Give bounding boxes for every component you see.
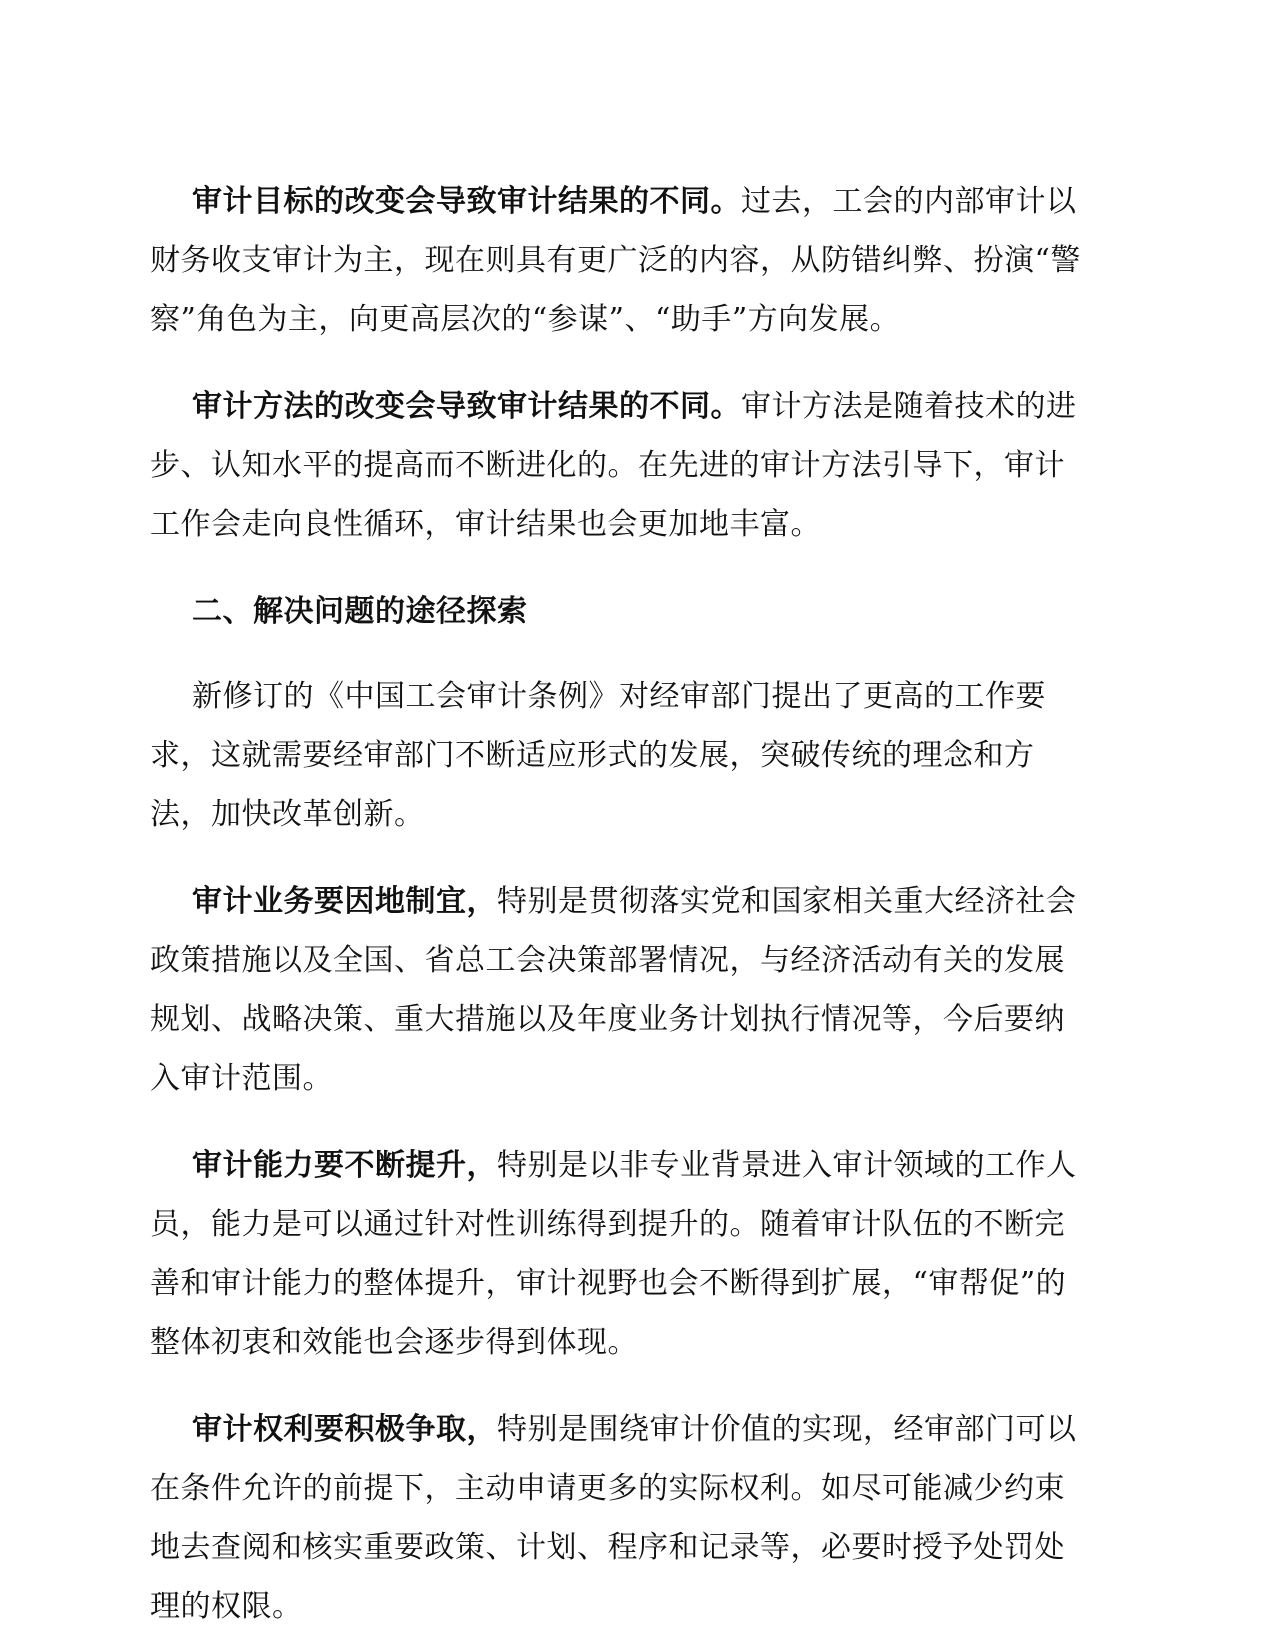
paragraph-lead: 审计目标的改变会导致审计结果的不同。 bbox=[192, 184, 741, 219]
paragraph-text: 特别是贯彻落实党和国家相关重大经济社会政策措施以及全国、省总工会决策部署情况，与经济活动有关的发展规划、战略决策、重大措施以及年度业务计划执行情况等，今后要纳入审计范围。 bbox=[150, 884, 1077, 1096]
section-heading: 二、解决问题的途径探索 bbox=[192, 594, 528, 629]
document-page bbox=[150, 172, 1095, 1636]
paragraph-text: 审计方法是随着技术的进步、认知水平的提高而不断进化的。在先进的审计方法引导下，审计工作会走向良性循环，审计结果也会更加地丰富。 bbox=[150, 389, 1077, 542]
paragraph-audit-rights bbox=[150, 1400, 1095, 1636]
paragraph-lead: 审计权利要积极争取， bbox=[192, 1412, 497, 1447]
paragraph-lead: 审计能力要不断提升， bbox=[192, 1148, 497, 1183]
paragraph-audit-business bbox=[150, 872, 1095, 1108]
paragraph-audit-objectives bbox=[150, 172, 1095, 349]
paragraph-text: 特别是围绕审计价值的实现，经审部门可以在条件允许的前提下，主动申请更多的实际权利。如尽可能减少约束地去查阅和核实重要政策、计划、程序和记录等，必要时授予处罚处理的权限。 bbox=[150, 1412, 1077, 1624]
paragraph-audit-methods bbox=[150, 377, 1095, 554]
paragraph-text: 新修订的《中国工会审计条例》对经审部门提出了更高的工作要求，这就需要经审部门不断适应形式的发展，突破传统的理念和方法，加快改革创新。 bbox=[150, 679, 1046, 832]
paragraph-text: 过去，工会的内部审计以财务收支审计为主，现在则具有更广泛的内容，从防错纠弊、扮演“警察”角色为主，向更高层次的“参谋”、“助手”方向发展。 bbox=[150, 184, 1081, 337]
paragraph-new-regulations bbox=[150, 667, 1095, 844]
paragraph-lead: 审计业务要因地制宜， bbox=[192, 884, 497, 919]
paragraph-audit-capability bbox=[150, 1136, 1095, 1372]
paragraph-lead: 审计方法的改变会导致审计结果的不同。 bbox=[192, 389, 741, 424]
paragraph-text: 特别是以非专业背景进入审计领域的工作人员，能力是可以通过针对性训练得到提升的。随着审计队伍的不断完善和审计能力的整体提升，审计视野也会不断得到扩展，“审帮促”的整体初衷和效能也会逐步得到体现。 bbox=[150, 1148, 1077, 1360]
